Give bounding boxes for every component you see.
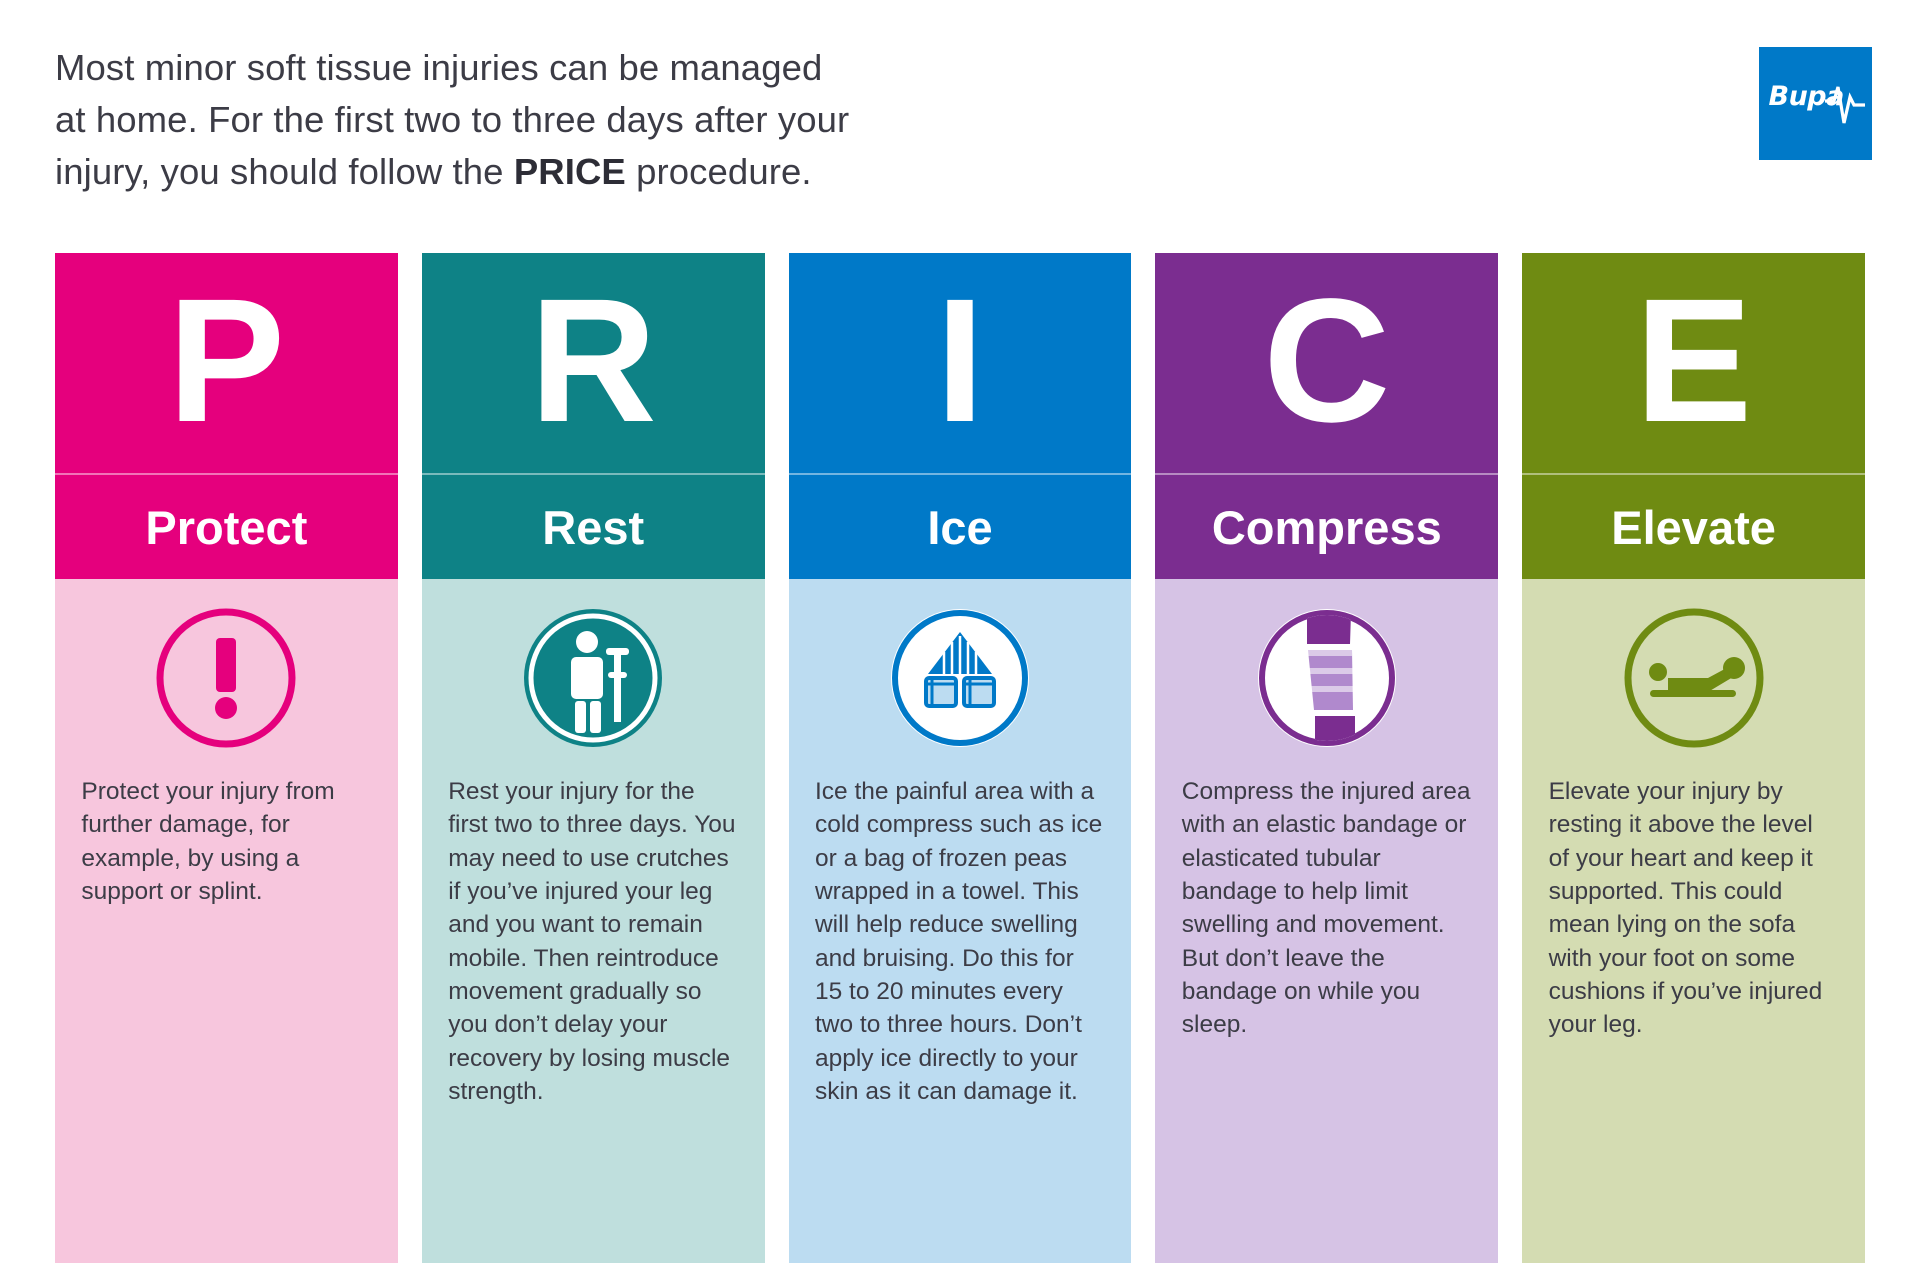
description-rest: Rest your injury for the first two to three days. You may need to use crutches if you’ve injured your leg and you want to remain mobile. Then reintroduce movement gradually so you don’t delay your recovery by losing muscle strength. xyxy=(448,778,736,1105)
description-ice: Ice the painful area with a cold compress such as ice or a bag of frozen peas wrapped in a towel. This will help reduce swelling and bruising. Do this for 15 to 20 minutes every two to three hours. Don’t apply ice directly to your skin as it can damage it. xyxy=(814,778,1103,1105)
bupa-logo-inner xyxy=(1767,79,1865,129)
person-lying-leg-raised-icon xyxy=(1622,606,1766,750)
body-compress xyxy=(1155,579,1498,1263)
letter-block-rest xyxy=(422,253,765,475)
letter-block-protect xyxy=(55,253,398,475)
icon-wrap-ice xyxy=(885,603,1035,753)
header-line-1: Most minor soft tissue injuries can be managed xyxy=(55,47,823,88)
body-elevate xyxy=(1522,579,1865,1263)
header-price-keyword: PRICE xyxy=(513,150,626,192)
body-rest xyxy=(422,579,765,1263)
label-ice: Ice xyxy=(927,500,993,554)
person-with-crutch-icon xyxy=(521,606,665,750)
icon-wrap-elevate xyxy=(1619,603,1769,753)
description-elevate: Elevate your injury by resting it above the level of your heart and keep it supported. This could mean lying on the sofa with your foot on some cushions if you’ve injured your leg. xyxy=(1548,778,1823,1039)
header-line-2: at home. For the first two to three days after your xyxy=(55,98,850,140)
letter-elevate: E xyxy=(1634,263,1753,459)
exclamation-circle-icon xyxy=(154,606,298,750)
column-rest xyxy=(422,253,765,1263)
letter-protect: P xyxy=(167,263,286,459)
column-compress xyxy=(1155,253,1498,1263)
name-block-ice xyxy=(789,475,1132,579)
bandaged-knee-icon xyxy=(1255,606,1399,750)
body-protect xyxy=(55,579,398,1263)
column-ice xyxy=(789,253,1132,1263)
bupa-pulse-icon xyxy=(1825,83,1865,127)
letter-block-elevate xyxy=(1522,253,1865,475)
icon-wrap-protect xyxy=(151,603,301,753)
price-columns xyxy=(55,253,1865,1263)
column-elevate xyxy=(1522,253,1865,1263)
bupa-logo-wordmark: Bupa xyxy=(1768,80,1844,112)
letter-ice: I xyxy=(935,263,985,459)
ice-pack-icon xyxy=(888,606,1032,750)
name-block-elevate xyxy=(1522,475,1865,579)
letter-block-compress xyxy=(1155,253,1498,475)
bupa-logo xyxy=(1759,47,1872,160)
label-elevate: Elevate xyxy=(1611,500,1776,554)
icon-wrap-compress xyxy=(1252,603,1402,753)
column-protect xyxy=(55,253,398,1263)
label-rest: Rest xyxy=(542,500,645,554)
name-block-rest xyxy=(422,475,765,579)
letter-compress: C xyxy=(1263,263,1391,459)
letter-rest: R xyxy=(529,263,657,459)
header-line-3-after: procedure. xyxy=(625,150,812,192)
label-protect: Protect xyxy=(145,500,308,554)
header xyxy=(55,42,1155,197)
label-compress: Compress xyxy=(1211,500,1442,554)
body-ice xyxy=(789,579,1132,1263)
description-compress: Compress the injured area with an elastic bandage or elasticated tubular bandage to help limit swelling and movement. But don’t leave the bandage on while you sleep. xyxy=(1181,778,1471,1039)
header-paragraph xyxy=(55,42,1155,197)
header-line-3-before: injury, you should follow the xyxy=(55,150,514,192)
name-block-protect xyxy=(55,475,398,579)
letter-block-ice xyxy=(789,253,1132,475)
icon-wrap-rest xyxy=(518,603,668,753)
name-block-compress xyxy=(1155,475,1498,579)
description-protect: Protect your injury from further damage, for example, by using a support or splint. xyxy=(81,778,335,905)
